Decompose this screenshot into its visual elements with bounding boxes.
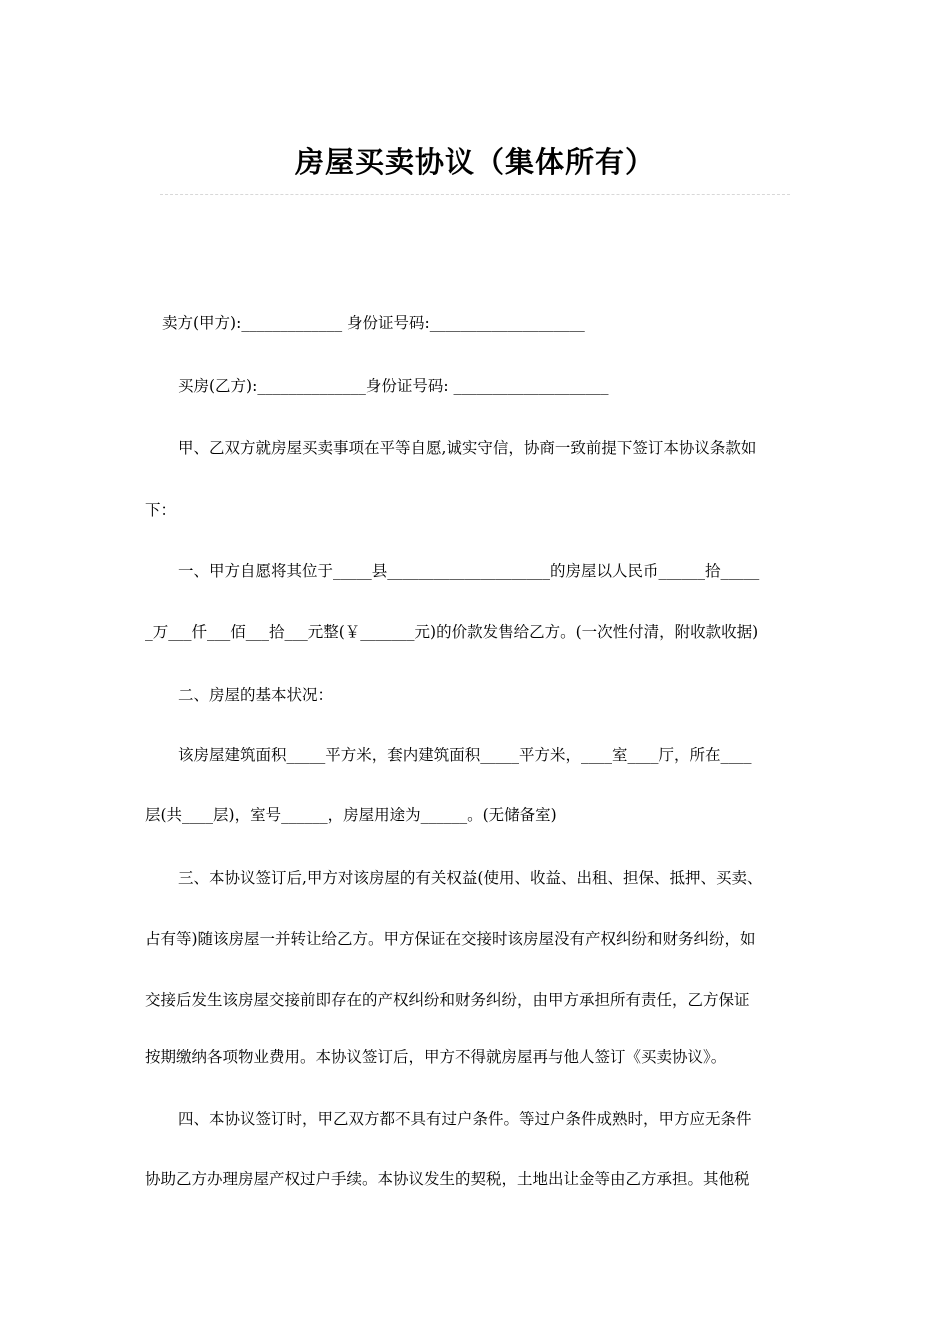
- clause-3-line-cont-3: 按期缴纳各项物业费用。本协议签订后，甲方不得就房屋再与他人签订《买卖协议》。: [145, 1048, 727, 1066]
- clause-2-heading: 二、房屋的基本状况：: [178, 686, 334, 704]
- clause-2-line-cont: 层(共____层)，室号______，房屋用途为______。(无储备室): [145, 806, 557, 824]
- clause-3-line: 三、本协议签订后,甲方对该房屋的有关权益(使用、收益、出租、担保、抵押、买卖、: [178, 869, 763, 887]
- clause-4-line-cont: 协助乙方办理房屋产权过户手续。本协议发生的契税，土地出让金等由乙方承担。其他税: [145, 1170, 750, 1188]
- preamble-line: 甲、乙双方就房屋买卖事项在平等自愿,诚实守信，协商一致前提下签订本协议条款如: [178, 439, 757, 457]
- clause-4-line: 四、本协议签订时，甲乙双方都不具有过户条件。等过户条件成熟时，甲方应无条件: [178, 1110, 752, 1128]
- clause-2-line: 该房屋建筑面积_____平方米，套内建筑面积_____平方米，____室____厅，所在____: [178, 746, 752, 764]
- buyer-line: 买房(乙方):______________身份证号码: ____________________: [178, 377, 609, 395]
- seller-line: 卖方(甲方):_____________ 身份证号码:____________________: [162, 314, 585, 332]
- clause-1-line-cont: _万___仟___佰___拾___元整(￥_______元)的价款发售给乙方。(一次性付清，附收款收据): [145, 623, 759, 641]
- document-title: 房屋买卖协议（集体所有）: [294, 145, 655, 179]
- title-divider: [160, 194, 790, 195]
- clause-3-line-cont-1: 占有等)随该房屋一并转让给乙方。甲方保证在交接时该房屋没有产权纠纷和财务纠纷，如: [145, 930, 756, 948]
- clause-3-line-cont-2: 交接后发生该房屋交接前即存在的产权纠纷和财务纠纷，由甲方承担所有责任，乙方保证: [145, 991, 750, 1009]
- preamble-line-cont: 下：: [145, 501, 177, 519]
- clause-1-line: 一、甲方自愿将其位于_____县_____________________的房屋以人民币______拾_____: [178, 562, 760, 580]
